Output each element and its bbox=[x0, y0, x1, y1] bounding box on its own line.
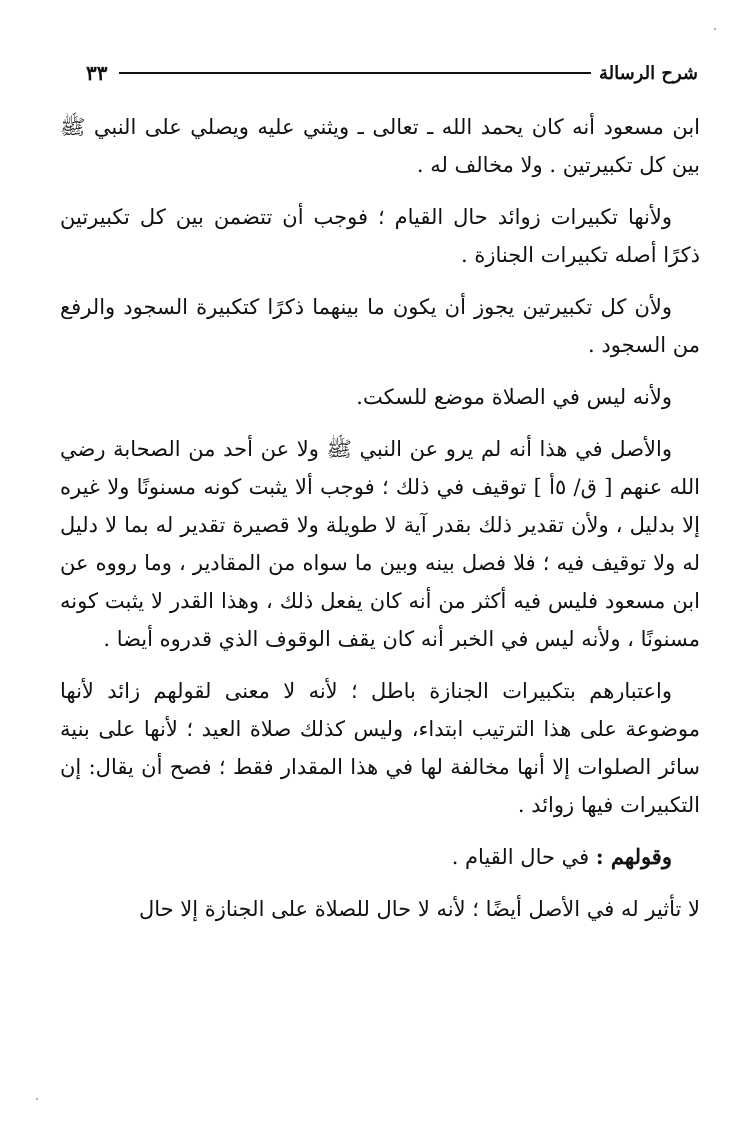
scan-speck bbox=[36, 1098, 38, 1100]
paragraph-7 bbox=[60, 838, 700, 876]
page-header bbox=[86, 58, 698, 88]
header-rule bbox=[119, 72, 590, 74]
paragraph-2: ولأنها تكبيرات زوائد حال القيام ؛ فوجب أن تتضمن بين كل تكبيرتين ذكرًا أصله تكبيرات الجنازة . bbox=[60, 205, 700, 267]
quoted-phrase-lead: وقولهم : bbox=[595, 844, 672, 869]
scan-speck bbox=[714, 28, 716, 30]
paragraph-8: لا تأثير له في الأصل أيضًا ؛ لأنه لا حال للصلاة على الجنازة إلا حال bbox=[138, 897, 700, 921]
paragraph-4: ولأنه ليس في الصلاة موضع للسكت. bbox=[356, 385, 672, 409]
paragraph-3: ولأن كل تكبيرتين يجوز أن يكون ما بينهما ذكرًا كتكبيرة السجود والرفع من السجود . bbox=[60, 295, 700, 357]
page-number: ٣٣ bbox=[86, 61, 108, 85]
page-body bbox=[60, 108, 700, 942]
quoted-phrase-rest: في حال القيام . bbox=[451, 845, 596, 869]
paragraph-1: ابن مسعود أنه كان يحمد الله ـ تعالى ـ ويثني عليه ويصلي على النبي ﷺ بين كل تكبيرتين . ولا مخالف له . bbox=[60, 115, 700, 177]
paragraph-6: واعتبارهم بتكبيرات الجنازة باطل ؛ لأنه لا معنى لقولهم زائد لأنها موضوعة على هذا الترتيب ابتداء، وليس كذلك صلاة العيد ؛ لأنها على بنية سائر الصلوات إلا أنها مخالفة لها في هذا المقدار فقط ؛ فصح أن يقال: إن التكبيرات فيها زوائد . bbox=[60, 679, 700, 817]
running-title: شرح الرسالة bbox=[598, 62, 698, 84]
paragraph-5: والأصل في هذا أنه لم يرو عن النبي ﷺ ولا عن أحد من الصحابة رضي الله عنهم [ ق/ ٥أ ] توقيف في ذلك ؛ فوجب ألا يثبت كونه مسنونًا ولا غيره إلا بدليل ، ولأن تقدير ذلك بقدر آية لا طويلة ولا قصيرة تقدير له بما لا دليل له ولا توقيف فيه ؛ فلا فصل بينه وبين ما سواه من المقادير ، وما رووه عن ابن مسعود فليس فيه أكثر من أنه كان يفعل ذلك ، وهذا القدر لا يثبت كونه مسنونًا ، ولأنه ليس في الخبر أنه كان يقف الوقوف الذي قدروه أيضا . bbox=[60, 437, 700, 651]
